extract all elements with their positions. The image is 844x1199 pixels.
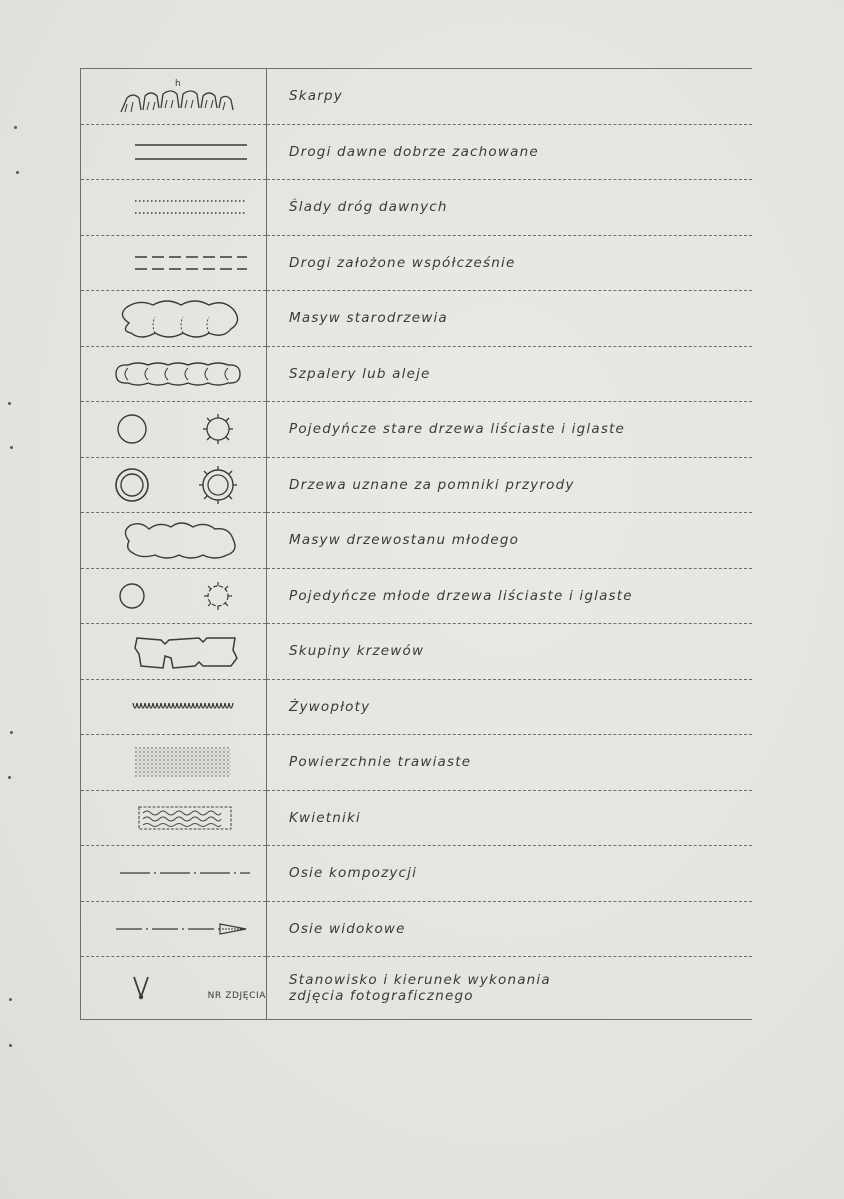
- legend-row: [81, 180, 753, 236]
- legend-label: Skupiny krzewów: [267, 624, 753, 680]
- flowerbed-symbol: [99, 801, 249, 835]
- legend-row: [81, 402, 753, 458]
- hedge-symbol: [99, 695, 249, 719]
- shrub-group-symbol: [99, 628, 249, 674]
- legend-label: Masyw drzewostanu młodego: [267, 513, 753, 569]
- legend-row: [81, 957, 753, 1020]
- punch-mark: [10, 731, 13, 734]
- legend-row: [81, 124, 753, 180]
- young-cloud-symbol: [99, 517, 249, 563]
- legend-label: Kwietniki: [267, 790, 753, 846]
- legend-label: Powierzchnie trawiaste: [267, 735, 753, 791]
- young-single-trees-symbol: [94, 574, 254, 618]
- legend-row: [81, 568, 753, 624]
- legend-row: [81, 901, 753, 957]
- legend-label: Stanowisko i kierunek wykonania zdjęcia fotograficznego: [267, 957, 753, 1020]
- legend-row: [81, 69, 753, 125]
- legend-label: Pojedyńcze młode drzewa liściaste i iglaste: [267, 568, 753, 624]
- legend-label: Drogi dawne dobrze zachowane: [267, 124, 753, 180]
- legend-row: [81, 624, 753, 680]
- legend-label: Osie widokowe: [267, 901, 753, 957]
- photo-point-symbol: [81, 975, 266, 1001]
- svg-text:h: h: [174, 79, 181, 90]
- punch-mark: [16, 171, 19, 174]
- punch-mark: [10, 446, 13, 449]
- legend-label: Osie kompozycji: [267, 846, 753, 902]
- legend-row: [81, 291, 753, 347]
- punch-mark: [8, 776, 11, 779]
- punch-mark: [14, 126, 17, 129]
- dashed-double-line-symbol: [99, 248, 249, 278]
- legend-row: [81, 346, 753, 402]
- legend-row: [81, 846, 753, 902]
- camera-direction-icon: [131, 975, 151, 1001]
- punch-mark: [9, 998, 12, 1001]
- dotted-double-line-symbol: [99, 192, 249, 222]
- legend-row: [81, 457, 753, 513]
- legend-row: [81, 790, 753, 846]
- punch-mark: [8, 402, 11, 405]
- legend-row: [81, 235, 753, 291]
- photo-number-label: NR ZDJĘCIA: [207, 991, 266, 1001]
- scalloped-row-symbol: [94, 359, 254, 389]
- legend-table: [80, 68, 752, 1020]
- single-trees-symbol: [94, 407, 254, 451]
- legend-label: Drzewa uznane za pomniki przyrody: [267, 457, 753, 513]
- monument-trees-symbol: [94, 462, 254, 508]
- grass-symbol: [99, 743, 249, 781]
- legend-row: [81, 679, 753, 735]
- legend-label: Drogi założone współcześnie: [267, 235, 753, 291]
- view-axis-arrow-symbol: [94, 919, 254, 939]
- legend-label: Masyw starodrzewia: [267, 291, 753, 347]
- legend-row: [81, 513, 753, 569]
- legend-row: [81, 735, 753, 791]
- legend-label: Żywopłoty: [267, 679, 753, 735]
- double-line-symbol: [99, 137, 249, 167]
- legend-label: Szpalery lub aleje: [267, 346, 753, 402]
- legend-label: Skarpy: [267, 69, 753, 125]
- legend-label: Pojedyńcze stare drzewa liściaste i iglaste: [267, 402, 753, 458]
- legend-label: Ślady dróg dawnych: [267, 180, 753, 236]
- punch-mark: [9, 1044, 12, 1047]
- cloud-symbol: [99, 295, 249, 341]
- dash-dot-line-symbol: [94, 863, 254, 883]
- escarpment-symbol: [99, 74, 249, 118]
